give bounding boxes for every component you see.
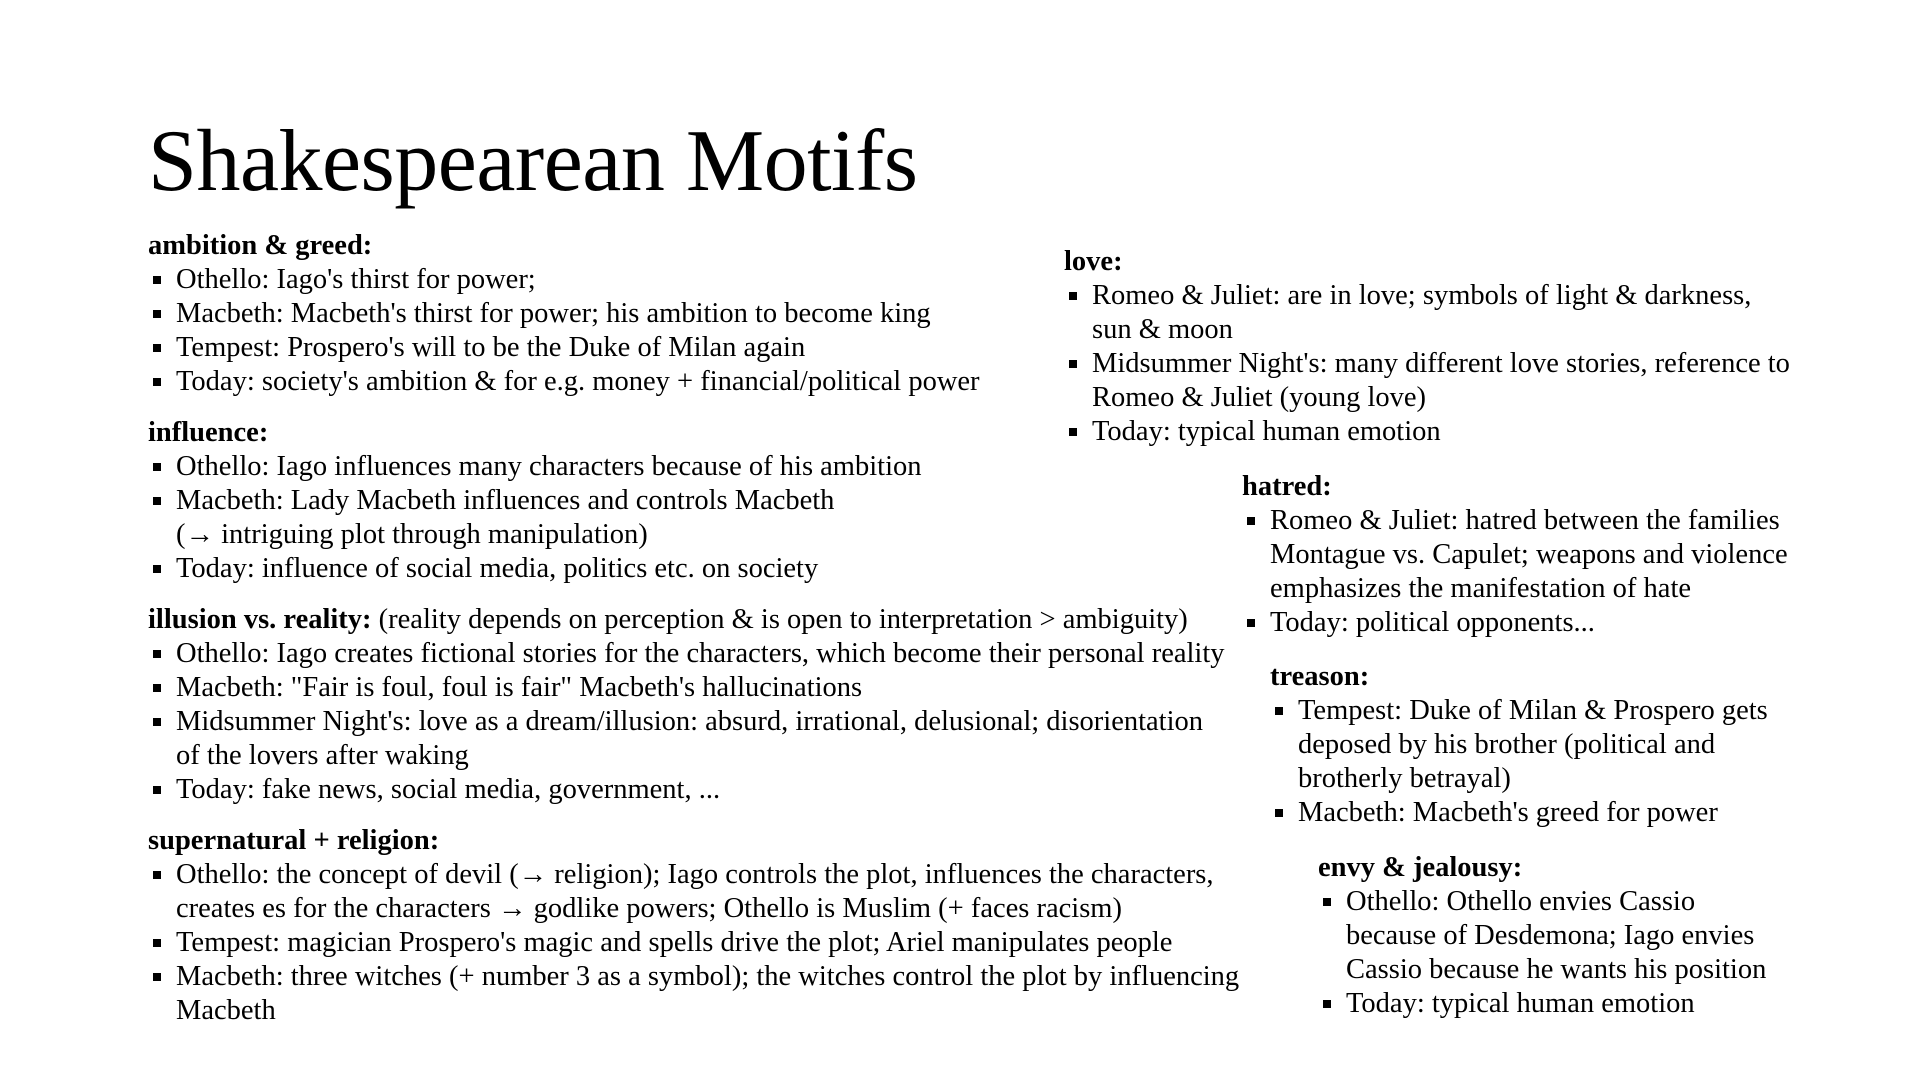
list-item bbox=[1064, 347, 1824, 415]
bullet-list bbox=[1242, 504, 1862, 640]
list-item: Today: fake news, social media, government, ... bbox=[148, 773, 1248, 807]
list-item: Macbeth: "Fair is foul, foul is fair" Macbeth's hallucinations bbox=[148, 671, 1248, 705]
list-item: Othello: Iago's thirst for power; bbox=[148, 263, 1028, 297]
section-heading: love: bbox=[1064, 246, 1123, 277]
bullet-list bbox=[1318, 885, 1878, 1021]
list-item-continuation: emphasizes the manifestation of hate bbox=[1270, 573, 1692, 604]
list-item bbox=[148, 705, 1248, 773]
bullet-list bbox=[148, 450, 1028, 586]
list-item: Tempest: Prospero's will to be the Duke of Milan again bbox=[148, 331, 1028, 365]
list-item-text: Romeo & Juliet: are in love; symbols of light & darkness, bbox=[1092, 280, 1752, 311]
section-heading-line bbox=[148, 603, 1248, 637]
list-item bbox=[1270, 694, 1870, 796]
section-supernatural-religion bbox=[148, 824, 1258, 1028]
list-item bbox=[148, 960, 1258, 1028]
list-item: Othello: Iago influences many characters because of his ambition bbox=[148, 450, 1028, 484]
section-illusion-reality bbox=[148, 603, 1248, 807]
list-item-continuation: deposed by his brother (political and bbox=[1298, 729, 1716, 760]
page-title: Shakespearean Motifs bbox=[148, 113, 918, 210]
section-heading: hatred: bbox=[1242, 471, 1332, 502]
section-heading: ambition & greed: bbox=[148, 230, 373, 261]
bullet-list bbox=[1270, 694, 1870, 830]
list-item: Today: influence of social media, politics etc. on society bbox=[148, 552, 1028, 586]
section-heading: envy & jealousy: bbox=[1318, 852, 1523, 883]
section-heading: supernatural + religion: bbox=[148, 825, 440, 856]
list-item-continuation: sun & moon bbox=[1092, 314, 1233, 345]
bullet-list bbox=[1064, 279, 1824, 449]
section-envy-jealousy bbox=[1318, 851, 1878, 1021]
section-heading-note: (reality depends on perception & is open to interpretation > ambiguity) bbox=[371, 604, 1188, 635]
section-heading: illusion vs. reality: bbox=[148, 604, 372, 635]
list-item-continuation: because of Desdemona; Iago envies bbox=[1346, 920, 1755, 951]
list-item: Today: typical human emotion bbox=[1318, 987, 1878, 1021]
bullet-list bbox=[148, 858, 1258, 1028]
list-item-text: Othello: Othello envies Cassio bbox=[1346, 886, 1696, 917]
section-heading: influence: bbox=[148, 417, 269, 448]
list-item: Today: political opponents... bbox=[1242, 606, 1862, 640]
list-item-continuation: Montague vs. Capulet; weapons and violence bbox=[1270, 539, 1788, 570]
list-item-continuation: Macbeth bbox=[176, 995, 276, 1026]
bullet-list bbox=[148, 637, 1248, 807]
list-item-continuation: Cassio because he wants his position bbox=[1346, 954, 1767, 985]
list-item bbox=[148, 484, 1028, 552]
list-item-continuation: (→ intriguing plot through manipulation) bbox=[176, 519, 648, 550]
list-item: Tempest: magician Prospero's magic and spells drive the plot; Ariel manipulates people bbox=[148, 926, 1258, 960]
list-item: Macbeth: Macbeth's thirst for power; his ambition to become king bbox=[148, 297, 1028, 331]
list-item bbox=[148, 858, 1258, 926]
list-item-text: Romeo & Juliet: hatred between the families bbox=[1270, 505, 1780, 536]
list-item-text: Midsummer Night's: many different love stories, reference to bbox=[1092, 348, 1790, 379]
section-hatred bbox=[1242, 470, 1862, 640]
list-item: Macbeth: Macbeth's greed for power bbox=[1270, 796, 1870, 830]
list-item-text: Macbeth: Lady Macbeth influences and controls Macbeth bbox=[176, 485, 835, 516]
list-item bbox=[1318, 885, 1878, 987]
bullet-list bbox=[148, 263, 1028, 399]
list-item-continuation: creates es for the characters → godlike powers; Othello is Muslim (+ faces racism) bbox=[176, 893, 1122, 924]
list-item: Today: society's ambition & for e.g. money + financial/political power bbox=[148, 365, 1028, 399]
section-influence bbox=[148, 416, 1028, 586]
list-item bbox=[1064, 279, 1824, 347]
list-item-text: Othello: the concept of devil (→ religion); Iago controls the plot, influences the characters, bbox=[176, 859, 1214, 890]
section-love bbox=[1064, 245, 1824, 449]
list-item bbox=[1242, 504, 1862, 606]
list-item: Othello: Iago creates fictional stories for the characters, which become their personal reality bbox=[148, 637, 1248, 671]
section-heading: treason: bbox=[1270, 661, 1370, 692]
list-item-text: Tempest: Duke of Milan & Prospero gets bbox=[1298, 695, 1768, 726]
section-treason bbox=[1270, 660, 1870, 830]
list-item-continuation: Romeo & Juliet (young love) bbox=[1092, 382, 1427, 413]
list-item-text: Midsummer Night's: love as a dream/illusion: absurd, irrational, delusional; disorientation bbox=[176, 706, 1204, 737]
list-item-continuation: brotherly betrayal) bbox=[1298, 763, 1511, 794]
list-item-continuation: of the lovers after waking bbox=[176, 740, 469, 771]
list-item-text: Macbeth: three witches (+ number 3 as a symbol); the witches control the plot by influencing bbox=[176, 961, 1240, 992]
section-ambition-greed bbox=[148, 229, 1028, 399]
list-item: Today: typical human emotion bbox=[1064, 415, 1824, 449]
